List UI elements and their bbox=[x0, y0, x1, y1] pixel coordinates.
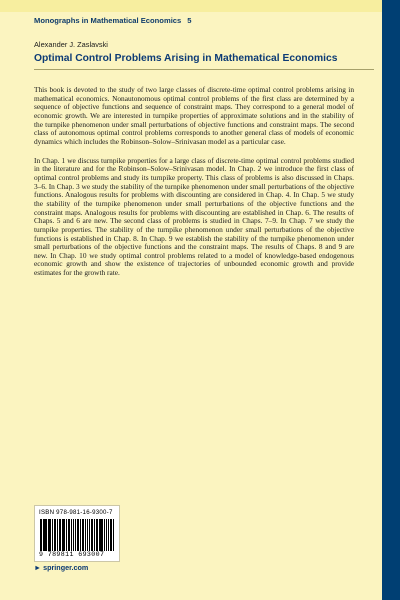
series-line bbox=[34, 16, 192, 25]
arrow-right-icon: ► bbox=[34, 563, 42, 572]
barcode-icon bbox=[40, 519, 114, 551]
publisher-url: springer.com bbox=[43, 563, 89, 572]
isbn-label: ISBN 978-981-16-9300-7 bbox=[39, 509, 113, 516]
author-name: Alexander J. Zaslavski bbox=[34, 40, 108, 49]
title-rule bbox=[34, 69, 374, 70]
publisher-link[interactable] bbox=[34, 563, 88, 572]
series-name: Monographs in Mathematical Economics bbox=[34, 16, 182, 25]
book-title: Optimal Control Problems Arising in Mathematical Economics bbox=[34, 53, 338, 64]
barcode-digits: 9 789811 693007 bbox=[39, 551, 105, 558]
isbn-barcode-box bbox=[34, 505, 120, 562]
series-volume: 5 bbox=[187, 16, 192, 25]
top-band bbox=[0, 0, 400, 12]
abstract-paragraph-1: This book is devoted to the study of two large classes of discrete-time optimal control problems arising in mathematical economics. Nonautonomous optimal control problems of the first class are determined by a sequence of objective functions and sequence of constraint maps. They correspond to a general model of economic growth. We are interested in turnpike properties of approximate solutions and in the stability of the turnpike phenomenon under small perturbations of objective functions and constraint maps. The second class of autonomous optimal control problems corresponds to another general class of models of economic dynamics which includes the Robinson–Solow–Srinivasan model as a particular case. bbox=[34, 85, 354, 146]
abstract bbox=[34, 86, 354, 288]
blue-edge-strip bbox=[382, 0, 400, 600]
abstract-paragraph-2: In Chap. 1 we discuss turnpike properties for a large class of discrete-time optimal control problems studied in the literature and for the Robinson–Solow–Srinivasan model. In Chap. 2 we introduce the first class of optimal control problems and study its turnpike property. This class of problems is also discussed in Chaps. 3–6. In Chap. 3 we study the stability of the turnpike phenomenon under small perturbations of the objective functions. Analogous results for problems with discounting are considered in Chap. 4. In Chap. 5 we study the stability of the turnpike phenomenon under small perturbations of the objective functions and the constraint maps. Analogous results for problems with discounting are established in Chap. 6. The results of Chaps. 5 and 6 are new. The second class of problems is studied in Chaps. 7–9. In Chap. 7 we study the turnpike properties. The stability of the turnpike phenomenon under small perturbations of the objective functions is established in Chap. 8. In Chap. 9 we establish the stability of the turnpike phenomenon under small perturbations of the objective functions and the constraint maps. The results of Chaps. 8 and 9 are new. In Chap. 10 we study optimal control problems related to a model of knowledge-based endogenous economic growth and show the existence of trajectories of unbounded economic growth and provide estimates for the growth rate. bbox=[34, 155, 354, 278]
